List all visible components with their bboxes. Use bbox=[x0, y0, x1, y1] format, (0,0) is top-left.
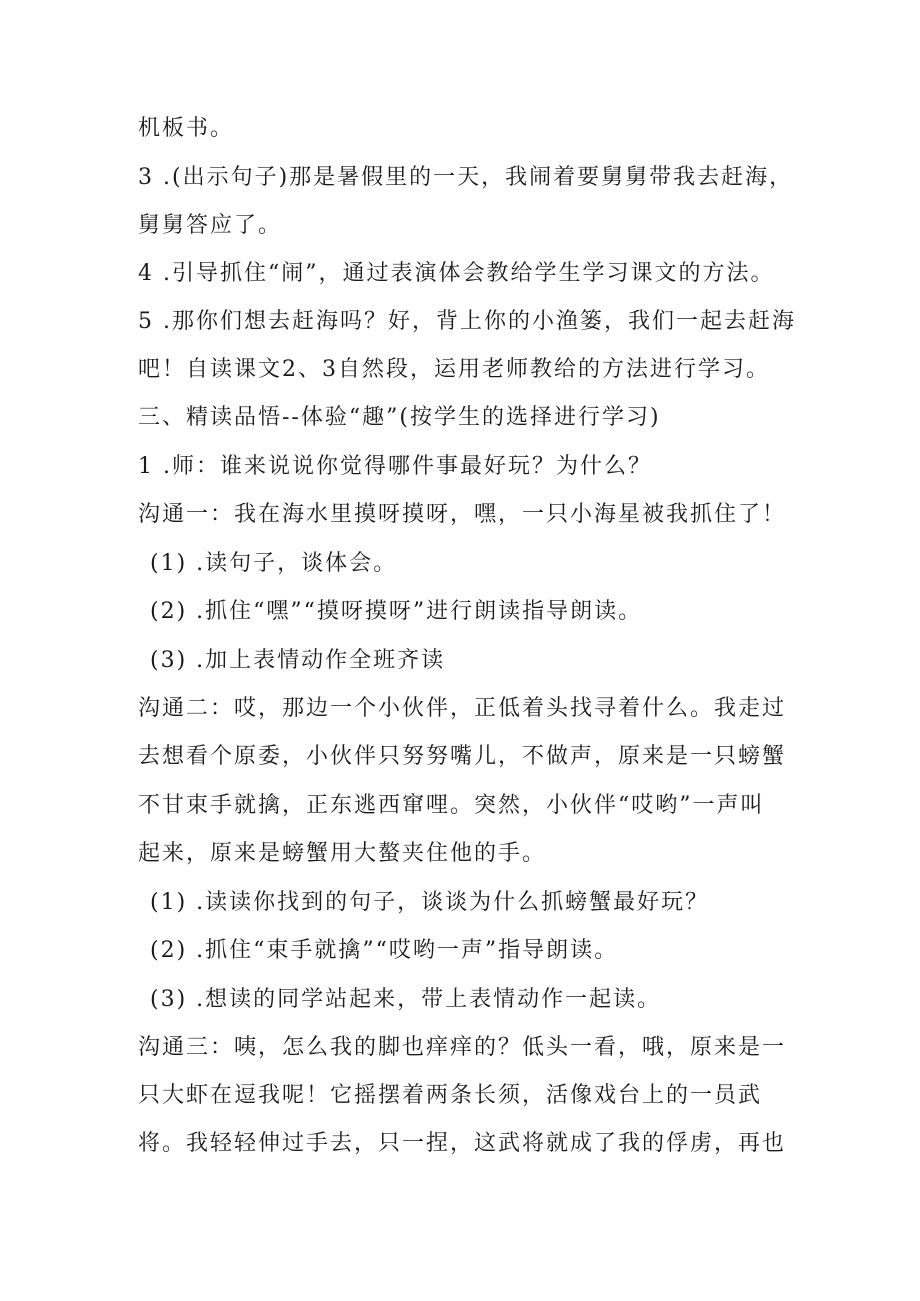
text-line: 将。我轻轻伸过手去，只一捏，这武将就成了我的俘虏，再也 bbox=[138, 1131, 787, 1156]
text-line: 只大虾在逗我呢！它摇摆着两条长须，活像戏台上的一员武 bbox=[138, 1083, 763, 1108]
text-line: 舅舅答应了。 bbox=[138, 213, 283, 238]
text-line: 4 .引导抓住“闹”，通过表演体会教给学生学习课文的方法。 bbox=[138, 261, 775, 286]
text-line: 沟通二：哎，那边一个小伙伴，正低着头找寻着什么。我走过 bbox=[138, 696, 787, 721]
list-item: (3) .加上表情动作全班齐读 bbox=[150, 648, 446, 673]
list-item: (2) .抓住“嘿”“摸呀摸呀”进行朗读指导朗读。 bbox=[150, 599, 643, 624]
text-line: 去想看个原委，小伙伴只努努嘴儿，不做声，原来是一只螃蟹 bbox=[138, 744, 787, 769]
text-line: 1 .师：谁来说说你觉得哪件事最好玩？为什么？ bbox=[138, 454, 652, 479]
text-line: 沟通三：咦，怎么我的脚也痒痒的？低头一看，哦，原来是一 bbox=[138, 1035, 787, 1060]
list-item: (3) .想读的同学站起来，带上表情动作一起读。 bbox=[150, 987, 662, 1012]
text-line: 3 .(出示句子)那是暑假里的一天，我闹着要舅舅带我去赶海， bbox=[138, 165, 794, 190]
list-item: (2) .抓住“束手就擒”“哎哟一声”指导朗读。 bbox=[150, 938, 619, 963]
text-line: 5 .那你们想去赶海吗？好，背上你的小渔篓，我们一起去赶海 bbox=[138, 309, 796, 334]
list-item: (1) .读句子，谈体会。 bbox=[150, 551, 398, 576]
text-line: 机板书。 bbox=[138, 116, 235, 141]
text-line: 起来，原来是螃蟹用大螯夹住他的手。 bbox=[138, 841, 547, 866]
text-line: 吧！自读课文2、3自然段，运用老师教给的方法进行学习。 bbox=[138, 357, 770, 382]
list-item: (1) .读读你找到的句子，谈谈为什么抓螃蟹最好玩？ bbox=[150, 890, 710, 915]
text-line: 不甘束手就擒，正东逃西窜哩。突然，小伙伴“哎哟”一声叫 bbox=[138, 793, 765, 818]
section-heading: 三、精读品悟--体验“趣”(按学生的选择进行学习) bbox=[138, 405, 661, 430]
text-line: 沟通一：我在海水里摸呀摸呀，嘿，一只小海星被我抓住了！ bbox=[138, 502, 787, 527]
